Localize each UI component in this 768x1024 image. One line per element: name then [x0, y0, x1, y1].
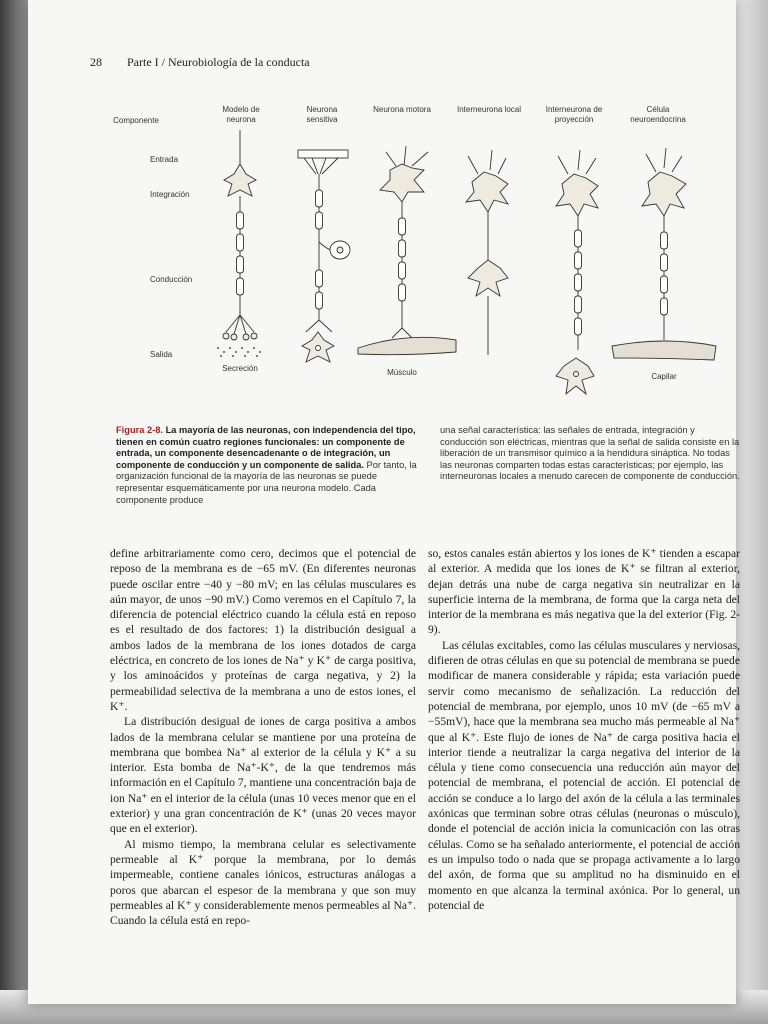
label-musculo: Músculo	[387, 368, 417, 377]
label-secrecion: Secreción	[222, 364, 258, 373]
paragraph: so, estos canales están abiertos y los iones de K⁺ tienden a escapar al exterior. A medida que los iones de K⁺ se filtran al exterior, dejan detrás una nube de carga negativa sin neutralizar en la superficie interna de la membrana, de forma que la carga neta del interior de la membrana es más negativa que la del exterior (Fig. 2-9).	[428, 547, 740, 637]
neuroendocrine-cell	[612, 148, 716, 360]
motor-neuron	[358, 146, 456, 355]
caption-part2: Por tanto, la organización funcional de la mayoría de las neuronas se puede representar esquemáticamente por una neurona modelo. Cada componente produce	[116, 459, 417, 505]
row-label-salida: Salida	[150, 350, 173, 359]
column-header-componente: Componente	[113, 116, 159, 125]
projection-interneuron	[556, 150, 598, 394]
figure-caption-left	[116, 425, 426, 506]
running-head	[90, 55, 310, 70]
label-capilar: Capilar	[651, 372, 677, 381]
body-column-left	[110, 546, 416, 928]
body-column-right	[428, 546, 740, 913]
local-interneuron	[466, 150, 508, 355]
column-header-neuroendocrina: Célula neuroendocrina	[630, 105, 686, 124]
column-header-motora: Neurona motora	[373, 105, 431, 114]
neuron-figure	[106, 100, 726, 400]
row-label-entrada: Entrada	[150, 155, 179, 164]
caption-lead: Figura 2-8.	[116, 425, 164, 435]
column-header-sensitiva: Neurona sensitiva	[306, 105, 338, 124]
column-header-modelo: Modelo de neurona	[222, 105, 260, 124]
sensory-neuron	[298, 150, 350, 362]
paragraph: La distribución desigual de iones de carga positiva a ambos lados de la membrana celular se mantiene por una proteína de membrana que bombea Na⁺ al exterior de la célula y K⁺ a su interior. Esta bomba de Na⁺-K⁺, de la que tendremos más información en el Capítulo 7, mantiene una concentración baja de ion Na⁺ en el interior de la célula (unas 10 veces menor que en el exterior) y una gran concentración de K⁺ (unas 20 veces mayor que en el exterior).	[110, 715, 416, 836]
figure-caption-right: una señal característica: las señales de entrada, integración y conducción son eléctricas, mientras que la señal de salida consiste en la liberación de un transmisor químico a la hendidura sináptica. No todas las neuronas comparten todas estas características; por ejemplo, las interneuronas locales a menudo carecen de componente de conducción.	[440, 425, 740, 482]
model-neuron	[217, 130, 261, 357]
paragraph: Al mismo tiempo, la membrana celular es selectivamente permeable al K⁺ porque la membrana, por lo demás impermeable, contiene canales iónicos, estructuras análogas a poros que abarcan el espesor de la membrana y que son muy permeables al K⁺ y considerablemente menos permeables al Na⁺. Cuando la célula está en repo-	[110, 837, 416, 928]
book-page	[28, 0, 740, 1004]
row-label-integracion: Integración	[150, 190, 190, 199]
paragraph: Las células excitables, como las células musculares y nerviosas, difieren de otras células en que su potencial de membrana se puede modificar de manera considerable y rápida; esta variación puede servir como mecanismo de señalización. La reducción del potencial de membrana, por ejemplo, unos 10 mV (de −65 mV a −55mV), hace que la membrana sea mucho más permeable al Na⁺ que al K⁺. Este flujo de iones de Na⁺ de carga positiva hacia el interior tiende a neutralizar la carga negativa del interior de la célula y tiene como consecuencia una reducción aún mayor del potencial de membrana, el potencial de acción. El potencial de acción se conduce a lo largo del axón de la célula a las terminales axónicas que terminan sobre otras células (neuronas o músculo), donde el potencial de acción inicia la comunicación con las otras células. Como se ha señalado anteriormente, el potencial de acción es un impulso todo o nada que se propaga activamente a lo largo del axón, de forma que su amplitud no ha disminuido en el momento en que alcanza la terminal axónica. Por lo general, un potencial de	[428, 638, 740, 912]
row-label-conduccion: Conducción	[150, 275, 193, 284]
column-header-proyeccion: Interneurona de proyección	[545, 105, 603, 124]
caption-bold1: un componente de entrada, un componente desencadenante o de integración, un componente de conducción y un componente de salida.	[116, 436, 405, 470]
paragraph: define arbitrariamente como cero, decimos que el potencial de reposo de la membrana es de −65 mV. (En diferentes neuronas puede oscilar entre −40 y −80 mV; en las células musculares es aún mayor, de unos −90 mV.) Como veremos en el Capítulo 7, la diferencia de potencial eléctrico cuando la célula está en reposo es el resultado de dos factores: 1) la distribución desigual a ambos lados de la membrana de los iones dotados de carga eléctrica, en concreto de los iones de Na⁺ y K⁺ de carga positiva, y los aminoácidos y proteínas de carga negativa, y 2) la permeabilidad selectiva de la membrana a uno de estos iones, el K⁺.	[110, 547, 416, 713]
caption-part1: La mayoría de las neuronas, con independencia del tipo, tienen en común cuatro regiones funcionales:	[116, 425, 416, 447]
column-header-local: Interneurona local	[456, 105, 522, 114]
page-number: 28	[90, 55, 102, 69]
neuron-drawings	[106, 100, 726, 400]
running-title: Parte I / Neurobiología de la conducta	[127, 55, 310, 69]
